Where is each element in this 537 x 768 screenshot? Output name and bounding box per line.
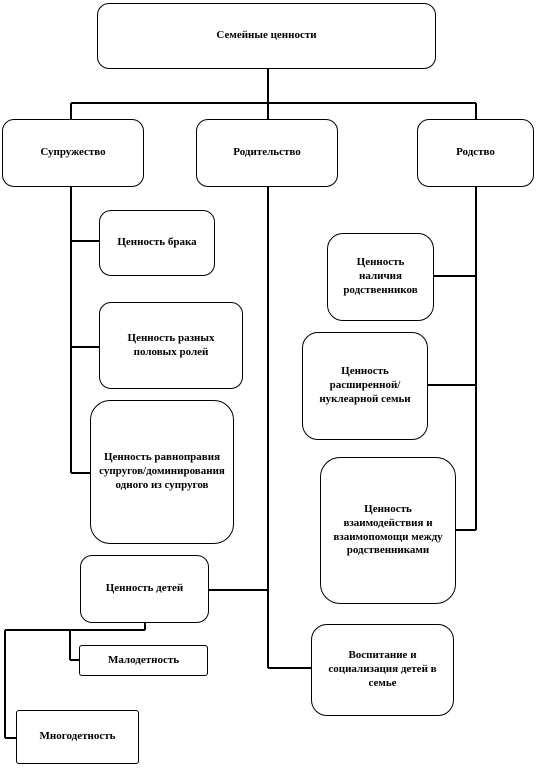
node-marriage-label: Супружество <box>40 146 106 159</box>
node-kinship <box>417 119 534 187</box>
node-many-children-label: Многодетность <box>39 730 116 743</box>
node-gender-roles-label: Ценность разных половых ролей <box>127 331 215 358</box>
node-marriage-value <box>99 210 215 276</box>
node-children-value-label: Ценность детей <box>105 582 184 595</box>
node-upbringing <box>311 624 454 716</box>
node-few-children <box>79 645 208 676</box>
node-marriage <box>2 119 144 187</box>
node-parenthood <box>196 119 338 187</box>
node-marriage-value-label: Ценность брака <box>117 236 197 249</box>
node-root-label: Семейные ценности <box>216 29 317 42</box>
node-spouse-equality-label: Ценность равноправия супругов/доминирования одного из супругов <box>99 451 225 491</box>
node-many-children <box>16 710 139 764</box>
node-relatives-presence-label: Ценность наличия родственников <box>343 256 418 296</box>
node-family-type <box>302 332 428 440</box>
node-parenthood-label: Родительство <box>233 146 301 159</box>
node-children-value <box>80 555 209 623</box>
node-relatives-interaction-label: Ценность взаимодействия и взаимопомощи между родственниками <box>333 503 443 557</box>
node-family-type-label: Ценность расширенной/нуклеарной семьи <box>319 365 411 405</box>
node-root <box>97 3 436 69</box>
node-relatives-interaction <box>320 457 456 604</box>
node-few-children-label: Малодетность <box>107 653 180 666</box>
node-spouse-equality <box>90 400 234 544</box>
node-relatives-presence <box>327 233 434 321</box>
node-kinship-label: Родство <box>456 146 495 159</box>
node-upbringing-label: Воспитание и социализация детей в семье <box>328 649 437 689</box>
node-gender-roles <box>99 302 243 389</box>
